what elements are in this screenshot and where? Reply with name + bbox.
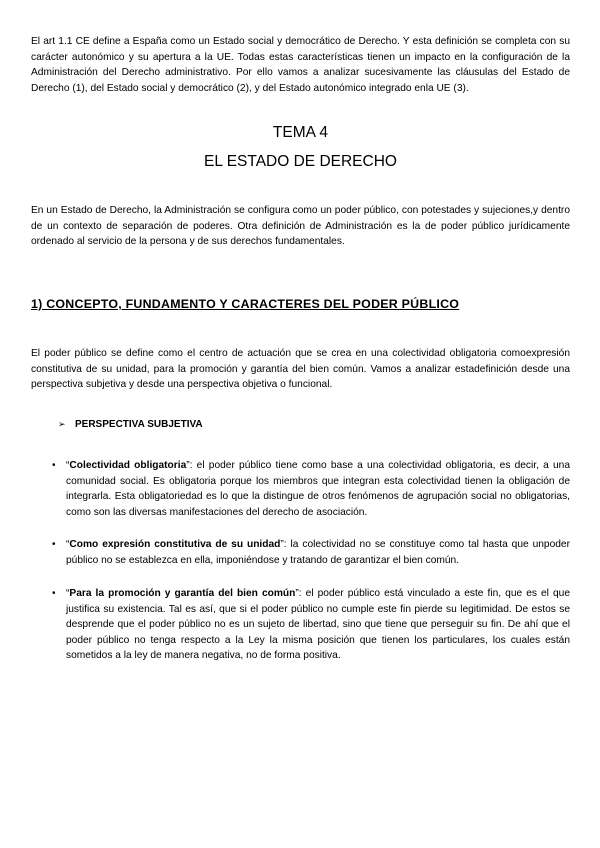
section-1-paragraph: El poder público se define como el centro de actuación que se crea en una colectividad obligatoria comoexpresión constitutiva de su unidad, para la promoción y garantía del bien común. Vamos a analizar estadefinición desde una perspectiva subjetiva y desde una perspectiva objetiva o funcional. [31, 348, 570, 391]
bullet-term: Colectividad obligatoria [69, 460, 187, 471]
bullet-item-colectividad [52, 458, 570, 520]
bullet-text: “Como expresión constitutiva de su unidad”: la colectividad no se constituye como tal hasta que unpoder público no se establezca en ella, imponiéndose y tratando de garantizar el bien común. [66, 539, 570, 566]
bullet-body: : el poder público está vinculado a este fin, que es el que justifica su existencia. Tal es así, que si el poder público no cumple este fin pierde su legitimidad. De estos se desprende que el poder público no es un sujeto de libertad, sino que tiene que perseguir su fin. De ahí que el poder público no tenga respecto a la Ley la misma posición que tienen los particulares, los cuales están sometidos a la ley de manera negativa, no de forma positiva. [66, 588, 570, 662]
bullet-item-expresion [52, 537, 570, 568]
arrow-bullet-icon: ➢ [58, 419, 66, 429]
document-page [31, 34, 570, 662]
subheading-label: PERSPECTIVA SUBJETIVA [75, 419, 203, 430]
bullet-term: Para la promoción y garantía del bien común [69, 588, 296, 599]
intro-paragraph: El art 1.1 CE define a España como un Estado social y democrático de Derecho. Y esta definición se completa con su carácter autonómico y su apertura a la UE. Todas estas características tienen un impacto en la configuración de la Administración del Derecho administrativo. Por ello vamos a analizar sucesivamente las cláusulas del Estado de Derecho (1), del Estado social y democrático (2), y del Estado autonómico integrado enla UE (3). [31, 36, 570, 94]
bullet-text: “Para la promoción y garantía del bien común”: el poder público está vinculado a este fin, que es el que justifica su existencia. Tal es así, que si el poder público no cumple este fin pierde su legitimidad. De estos se desprende que el poder público no es un sujeto de libertad, sino que tiene que perseguir su fin. De ahí que el poder público no tenga respecto a la Ley la misma posición que tienen los particulares, los cuales están sometidos a la ley de manera negativa, no de forma positiva. [66, 588, 570, 662]
bullet-body: : la colectividad no se constituye como tal hasta que unpoder público no se establezca en ella, imponiéndose y tratando de garantizar el bien común. [66, 539, 570, 566]
bullet-dot-icon: • [52, 460, 56, 471]
bullet-dot-icon: • [52, 539, 56, 550]
tema-title: EL ESTADO DE DERECHO [204, 153, 397, 170]
bullet-dot-icon: • [52, 588, 56, 599]
bullet-term: Como expresión constitutiva de su unidad [69, 539, 281, 550]
bullet-text: “Colectividad obligatoria”: el poder público tiene como base a una colectividad obligatoria, es decir, a una comunidad social. Es obligatoria porque los miembros que integran esta colectividad tienen la obligación de integrarla. Esta obligatoriedad es lo que la distingue de otros fenómenos de agrupación social no obligatorias, como son las diversas manifestaciones del derecho de asociación. [66, 460, 570, 518]
tema-number: TEMA 4 [272, 124, 329, 141]
bullet-body: : el poder público tiene como base a una colectividad obligatoria, es decir, a una comunidad social. Es obligatoria porque los miembros que integran esta colectividad tienen la obligación de integrarla. Esta obligatoriedad es lo que la distingue de otros fenómenos de agrupación social no obligatorias, como son las diversas manifestaciones del derecho de asociación. [66, 460, 570, 518]
perspectiva-subjetiva-heading [58, 417, 203, 432]
bullet-item-bien-comun [52, 586, 570, 664]
estado-derecho-paragraph: En un Estado de Derecho, la Administración se configura como un poder público, con potestades y sujeciones,y dentro de un contexto de separación de poderes. Otra definición de Administración es la de poder público jurídicamente ordenado al servicio de la persona y de sus derechos fundamentales. [31, 205, 570, 248]
section-1-title: 1) CONCEPTO, FUNDAMENTO Y CARACTERES DEL PODER PÚBLICO [31, 297, 460, 311]
